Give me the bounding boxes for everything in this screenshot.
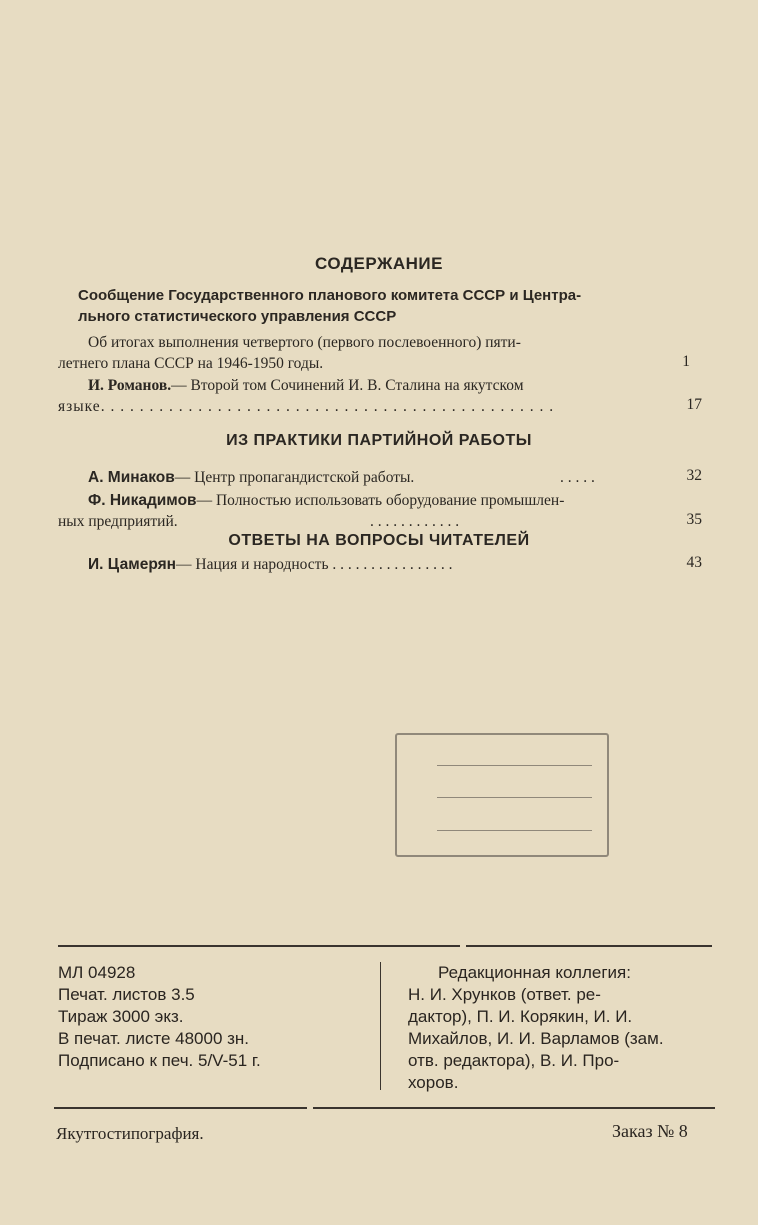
entry-5-leader: . . . . . . . . . . . . [370,513,460,530]
stamp-vertical-text [409,743,429,845]
entry-6-author: И. Цамерян [88,556,177,573]
footer-rule-left [54,1107,307,1109]
imprint-top-rule-left [58,945,460,947]
entry-5-page: 35 [686,511,702,528]
entry-5-author: Ф. Никадимов [88,492,197,509]
imprint-divider [380,962,381,1090]
entry-2-line-1: Об итогах выполнения четвертого (первого послевоенного) пяти- [88,334,521,351]
imprint-sheets: Печат. листов 3.5 [58,985,195,1004]
entry-1-line-2: льного статистического управления СССР [78,308,397,325]
imprint-left [58,962,378,1072]
entry-2-line-2: летнего плана СССР на 1946-1950 годы. [58,355,324,372]
entry-5-line-1: — Полностью использовать оборудование промышлен- [196,492,565,509]
entry-3-line-1: — Второй том Сочинений И. В. Сталина на якутском [171,377,524,394]
entry-4-text: — Центр пропагандистской работы. [174,469,415,486]
contents-entry-1 [78,285,678,327]
entry-4-page: 32 [686,467,702,484]
order-number: Заказ № 8 [612,1121,688,1141]
entry-3-line-2: языке. [58,398,106,415]
editorial-line-4: отв. редактора), В. И. Про- [408,1051,620,1070]
contents-entry-5 [58,490,678,532]
entry-1-line-1: Сообщение Государственного планового комитета СССР и Центра- [78,287,582,304]
entry-4-author: А. Минаков [88,469,175,486]
contents-entry-6: И. Цамерян— Нация и народность . . . . . . . . . . . . . . . . [88,556,453,573]
entry-6-page: 43 [686,554,702,571]
footer-rule-right [313,1107,715,1109]
entry-6-text: — Нация и народность [176,556,329,573]
entry-3-author: И. Романов. [88,377,172,394]
editorial-line-1: Н. И. Хрунков (ответ. ре- [408,985,601,1004]
section-3-title: ОТВЕТЫ НА ВОПРОСЫ ЧИТАТЕЛЕЙ [228,532,530,549]
entry-2-page: 1 [682,353,690,370]
imprint-chars: В печат. листе 48000 зн. [58,1029,250,1048]
editorial-line-5: хоров. [408,1073,459,1092]
editorial-line-2: дактор), П. И. Корякин, И. И. [408,1007,633,1026]
library-stamp [395,733,609,857]
imprint-right [408,962,723,1094]
contents-entry-2 [58,332,678,374]
imprint-code: МЛ 04928 [58,963,136,982]
section-2-title: ИЗ ПРАКТИКИ ПАРТИЙНОЙ РАБОТЫ [226,432,532,449]
editorial-board-title: Редакционная коллегия: [438,963,631,982]
printer-name: Якутгостипография. [56,1124,204,1143]
entry-4-leader: . . . . . [560,469,595,486]
entry-5-line-2: ных предприятий. [58,513,178,530]
entry-3-page: 17 [686,396,702,413]
imprint-print-run: Тираж 3000 экз. [58,1007,184,1026]
contents-entry-3: И. Романов.— Второй том Сочинений И. В. Сталина на якутском языке. . . . . . . . . . . . . . . . . . . . . . . . . . . . . . . . . . . . . . . . . . . . . . . [58,377,555,415]
contents-title: СОДЕРЖАНИЕ [315,254,443,273]
editorial-line-3: Михайлов, И. И. Варламов (зам. [408,1029,664,1048]
imprint-top-rule-right [466,945,712,947]
imprint-signed: Подписано к печ. 5/V-51 г. [58,1051,261,1070]
